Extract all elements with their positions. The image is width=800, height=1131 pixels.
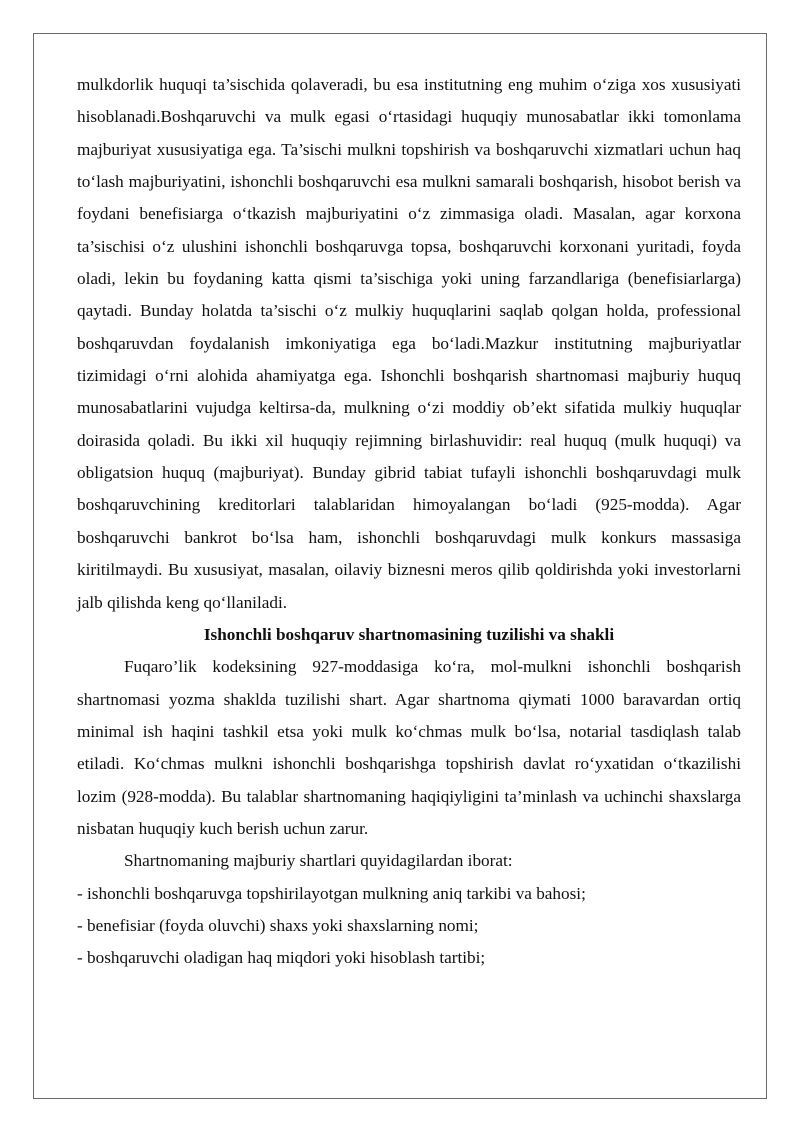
paragraph-mandatory-terms-intro: Shartnomaning majburiy shartlari quyidagilardan iborat: <box>124 851 513 871</box>
list-item: - benefisiar (foyda oluvchi) shaxs yoki shaxslarning nomi; <box>77 915 479 935</box>
section-heading: Ishonchli boshqaruv shartnomasining tuzilishi va shakli <box>203 624 615 644</box>
list-item: - boshqaruvchi oladigan haq miqdori yoki hisoblash tartibi; <box>77 948 486 968</box>
list-item: - ishonchli boshqaruvga topshirilayotgan mulkning aniq tarkibi va bahosi; <box>77 883 586 903</box>
paragraph-continuation: mulkdorlik huquqi ta’sischida qolaveradi, bu esa institutning eng muhim o‘ziga xos xususiyati hisoblanadi.Boshqaruvchi va mulk egasi o‘rtasidagi huquqiy munosabatlar ikki tomonlama majburiyat xususiyatiga ega. Ta’sischi mulkni topshirish va boshqaruvchi xizmatlari uchun haq to‘lash majburiyatini, ishonchli boshqaruvchi esa mulkni samarali boshqarish, hisobot berish va foydani benefisiarga o‘tkazish majburiyatini o‘z zimmasiga oladi. Masalan, agar korxona ta’sischisi o‘z ulushini ishonchli boshqaruvga topsa, boshqaruvchi korxonani yuritadi, foyda oladi, lekin bu foydaning katta qismi ta’sischiga yoki uning farzandlariga (benefisiarlarga) qaytadi. Bunday holatda ta’sischi o‘z mulkiy huquqlarini saqlab qolgan holda, professional boshqaruvdan foydalanish imkoniyatiga ega bo‘ladi.Mazkur institutning majburiyatlar tizimidagi o‘rni alohida ahamiyatga ega. Ishonchli boshqarish shartnomasi majburiy huquq munosabatlarini vujudga keltirsa-da, mulkning o‘zi moddiy ob’ekt sifatida mulkiy huquqlar doirasida qoladi. Bu ikki xil huquqiy rejimning birlashuvidir: real huquq (mulk huquqi) va obligatsion huquq (majburiyat). Bunday gibrid tabiat tufayli ishonchli boshqaruvdagi mulk boshqaruvchining kreditorlari talablaridan himoyalangan bo‘ladi (925-modda). Agar boshqaruvchi bankrot bo‘lsa ham, ishonchli boshqaruvdagi mulk konkurs massasiga kiritilmaydi. Bu xususiyat, masalan, oilaviy biznesni meros qilib qoldirishda yoki investorlarni jalb qilishda keng qo‘llaniladi. <box>77 75 741 612</box>
document-body <box>77 69 741 975</box>
paragraph-form-requirements: Fuqaro’lik kodeksining 927-moddasiga ko‘ra, mol-mulkni ishonchli boshqarish shartnomasi yozma shaklda tuzilishi shart. Agar shartnoma qiymati 1000 baravardan ortiq minimal ish haqini tashkil etsa yoki mulk ko‘chmas mulk bo‘lsa, notarial tasdiqlash talab etiladi. Ko‘chmas mulkni ishonchli boshqarishga topshirish davlat ro‘yxatidan o‘tkazilishi lozim (928-modda). Bu talablar shartnomaning haqiqiyligini ta’minlash va uchinchi shaxslarga nisbatan huquqiy kuch berish uchun zarur. <box>77 657 741 838</box>
